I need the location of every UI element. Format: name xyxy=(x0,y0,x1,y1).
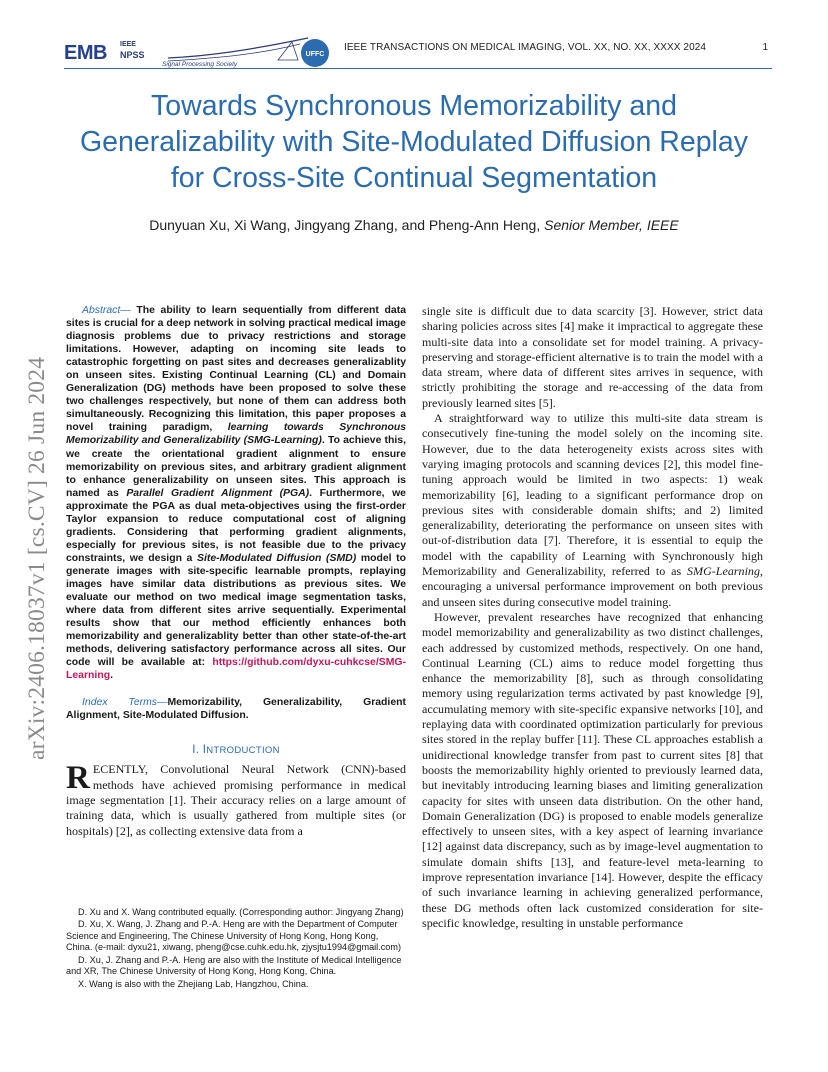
body-text: , encouraging a universal performance improvement on both previous and unseen sites during consecutive model training. xyxy=(422,564,763,609)
footnotes xyxy=(66,907,406,991)
npss-wordmark: NPSS xyxy=(120,50,145,60)
section-heading-introduction xyxy=(66,744,406,756)
index-terms-label: Index Terms— xyxy=(82,697,168,709)
abstract-emphasis: Site-Modulated Diffusion (SMD) xyxy=(196,552,357,564)
body-paragraph xyxy=(422,411,763,610)
signal-processing-society-logo xyxy=(160,36,310,70)
intro-paragraph xyxy=(66,762,406,838)
section-title-initial: I xyxy=(202,744,207,757)
abstract xyxy=(66,304,406,682)
ieee-wordmark: IEEE xyxy=(120,41,136,48)
emb-logo: EMB xyxy=(64,42,107,64)
footnote: D. Xu, J. Zhang and P.-A. Heng are also with the Institute of Medical Intelligence and XR, The Chinese University of Hong Kong, Hong Kong, China. xyxy=(66,954,402,977)
right-column xyxy=(422,304,763,931)
uffc-logo-text: UFFC xyxy=(305,51,325,58)
arxiv-stamp xyxy=(22,290,52,760)
abstract-text: model to generate images with site-specific learnable prompts, replaying images have similar data distributions as previous sites. We evaluate our method on two medical image segmentation tasks, where data from different sites arrive sequentially. Experimental results show that our method efficiently enhances both memorizability and generalizablity better than other state-of-the-art methods, delivering satisfactory performance across all sites. Our code will be available at: xyxy=(66,552,407,669)
body-paragraph: single site is difficult due to data scarcity [3]. However, strict data sharing policies across sites [4] make it impractical to aggregate these multi-site data into a consolidate set for model training. A privacy-preserving and storage-efficient alternative is to train the model with a data stream, where data of different sites arrives in sequence, with strictly prohibiting the storage and re-accessing of the data from previously learned sites [5]. xyxy=(422,304,763,410)
section-numeral: I. xyxy=(192,744,203,757)
footnote: D. Xu and X. Wang contributed equally. (Corresponding author: Jingyang Zhang) xyxy=(78,907,404,917)
abstract-emphasis: Parallel Gradient Alignment (PGA) xyxy=(126,487,310,499)
arxiv-id: arXiv:2406.18037v1 [cs.CV] 26 Jun 2024 xyxy=(24,356,50,760)
abstract-emphasis: learning towards Synchronous Memorizability and Generalizability (SMG-Learning) xyxy=(66,422,407,447)
paper-title: Towards Synchronous Memorizability and Generalizability with Site-Modulated Diffusion Replay for Cross-Site Continual Segmentation xyxy=(80,90,748,194)
drop-cap: R xyxy=(66,760,90,797)
section-title-rest: NTRODUCTION xyxy=(206,745,280,757)
body-emphasis: SMG-Learning xyxy=(687,564,760,579)
index-terms-text: Memorizability, Generalizability, Gradient Alignment, Site-Modulated Diffusion. xyxy=(66,697,406,722)
body-text: A straightforward way to utilize this multi-site data stream is consecutively fine-tuning the model solely on the incoming site. However, due to the data heterogeneity exists across sites with varying imaging protocols and scanning devices [2], this model fine-tuning approach would be limited in two aspects: 1) weak memorizability [6], leading to a significant performance drop on previous sites with considerable domain shifts; and 2) limited generalizability, deteriorating the performance on unseen sites with out-of-distribution data [7]. Therefore, it is essential to equip the model with the capability of Learning with Synchronously high Memorizability and Generalizability, referred to as xyxy=(422,411,763,579)
abstract-label: Abstract— xyxy=(82,305,131,316)
code-link[interactable]: https://github.com/dyxu-cuhkcse/SMG-Learning xyxy=(66,657,406,682)
header-rule xyxy=(64,68,772,69)
uffc-logo xyxy=(300,38,330,68)
left-column xyxy=(66,304,406,839)
body-paragraph: However, prevalent researches have recognized that enhancing model memorizability and generalizability as two distinct challenges, each addressed by customized methods, respectively. On one hand, Continual Learning (CL) aims to reduce model forgetting thus enhance the memorizability [8], such as through consolidating memory using regularization terms activated by past knowledge [9], accumulating memory with site-specific expansive networks [10], and replaying data with coordinated optimization particularly for previous sites stored in the replay buffer [11]. These CL approaches establish a unidirectional knowledge transfer from past to current sites [8] that boosts the memorizability highly oriented to previously learned data, but inevitably introducing learning biases and limiting generalization capacity for sites with unseen data distribution. On the other hand, Domain Generalization (DG) is proposed to enable models generalize effectively to unseen sites, with a key aspect of learning invariance [12] against data discrepancy, such as by image-level augmentation to simulate domain shifts [13], and feature-level meta-learning to improve representation invariance [14]. However, despite the efficacy of such invariance learning in achieving generalized performance, these DG methods often lack customized consideration for site-specific knowledge, resulting in unstable performance xyxy=(422,609,763,930)
abstract-text: The ability to learn sequentially from different data sites is crucial for a deep network in solving practical medical image diagnosis problems due to privacy restrictions and storage limitations. However, adapting on incoming site leads to catastrophic forgetting on past sites and decreases generalizablity on unseen sites. Existing Continual Learning (CL) and Domain Generalization (DG) methods have been proposed to solve these two challenges respectively, but none of them can address both simultaneously. Recognizing this limitation, this paper proposes a novel training paradigm, xyxy=(66,305,406,434)
index-terms xyxy=(66,696,406,722)
intro-text: ECENTLY, Convolutional Neural Network (CNN)-based methods have achieved promising performance in medical image segmentation [1]. Their accuracy relies on a large amount of training data, which is usually gathered from multiple sites (or hospitals) [2], as collecting extensive data from a xyxy=(66,762,406,838)
footnote: D. Xu, X. Wang, J. Zhang and P.-A. Heng are with the Department of Computer Science and Engineering, The Chinese University of Hong Kong, Hong Kong, China. (e-mail: dyxu21, xiwang, pheng@cse.cuhk.edu.hk, zjysjtu1994@gmail.com) xyxy=(66,919,402,953)
author-names: Dunyuan Xu, Xi Wang, Jingyang Zhang, and Pheng-Ann Heng, xyxy=(149,217,545,233)
abstract-text: . To achieve this, we create the orientational gradient alignment to ensure memorizability on previous sites, and arbitrary gradient alignment to enhance generalizability on unseen sites. This approach is named as xyxy=(66,435,406,499)
author-membership: Senior Member, IEEE xyxy=(544,217,679,233)
abstract-text: . xyxy=(110,670,113,682)
author-line xyxy=(60,217,768,233)
journal-header: IEEE TRANSACTIONS ON MEDICAL IMAGING, VOL. XX, NO. XX, XXXX 2024 xyxy=(344,42,707,53)
footnote: X. Wang is also with the Zhejiang Lab, Hangzhou, China. xyxy=(78,978,309,989)
page-header xyxy=(64,32,772,74)
npss-logo xyxy=(120,40,145,60)
sps-logo-text: Signal Processing Society xyxy=(162,61,238,68)
page-number: 1 xyxy=(762,42,768,53)
abstract-text: . Furthermore, we approximate the PGA as dual meta-objectives using the first-order Taylor expansion to reduce computational cost of aligning gradients. Considering that performing gradient alignments, especially for previous sites, is not feasible due to the privacy constraints, we design a xyxy=(66,487,406,564)
